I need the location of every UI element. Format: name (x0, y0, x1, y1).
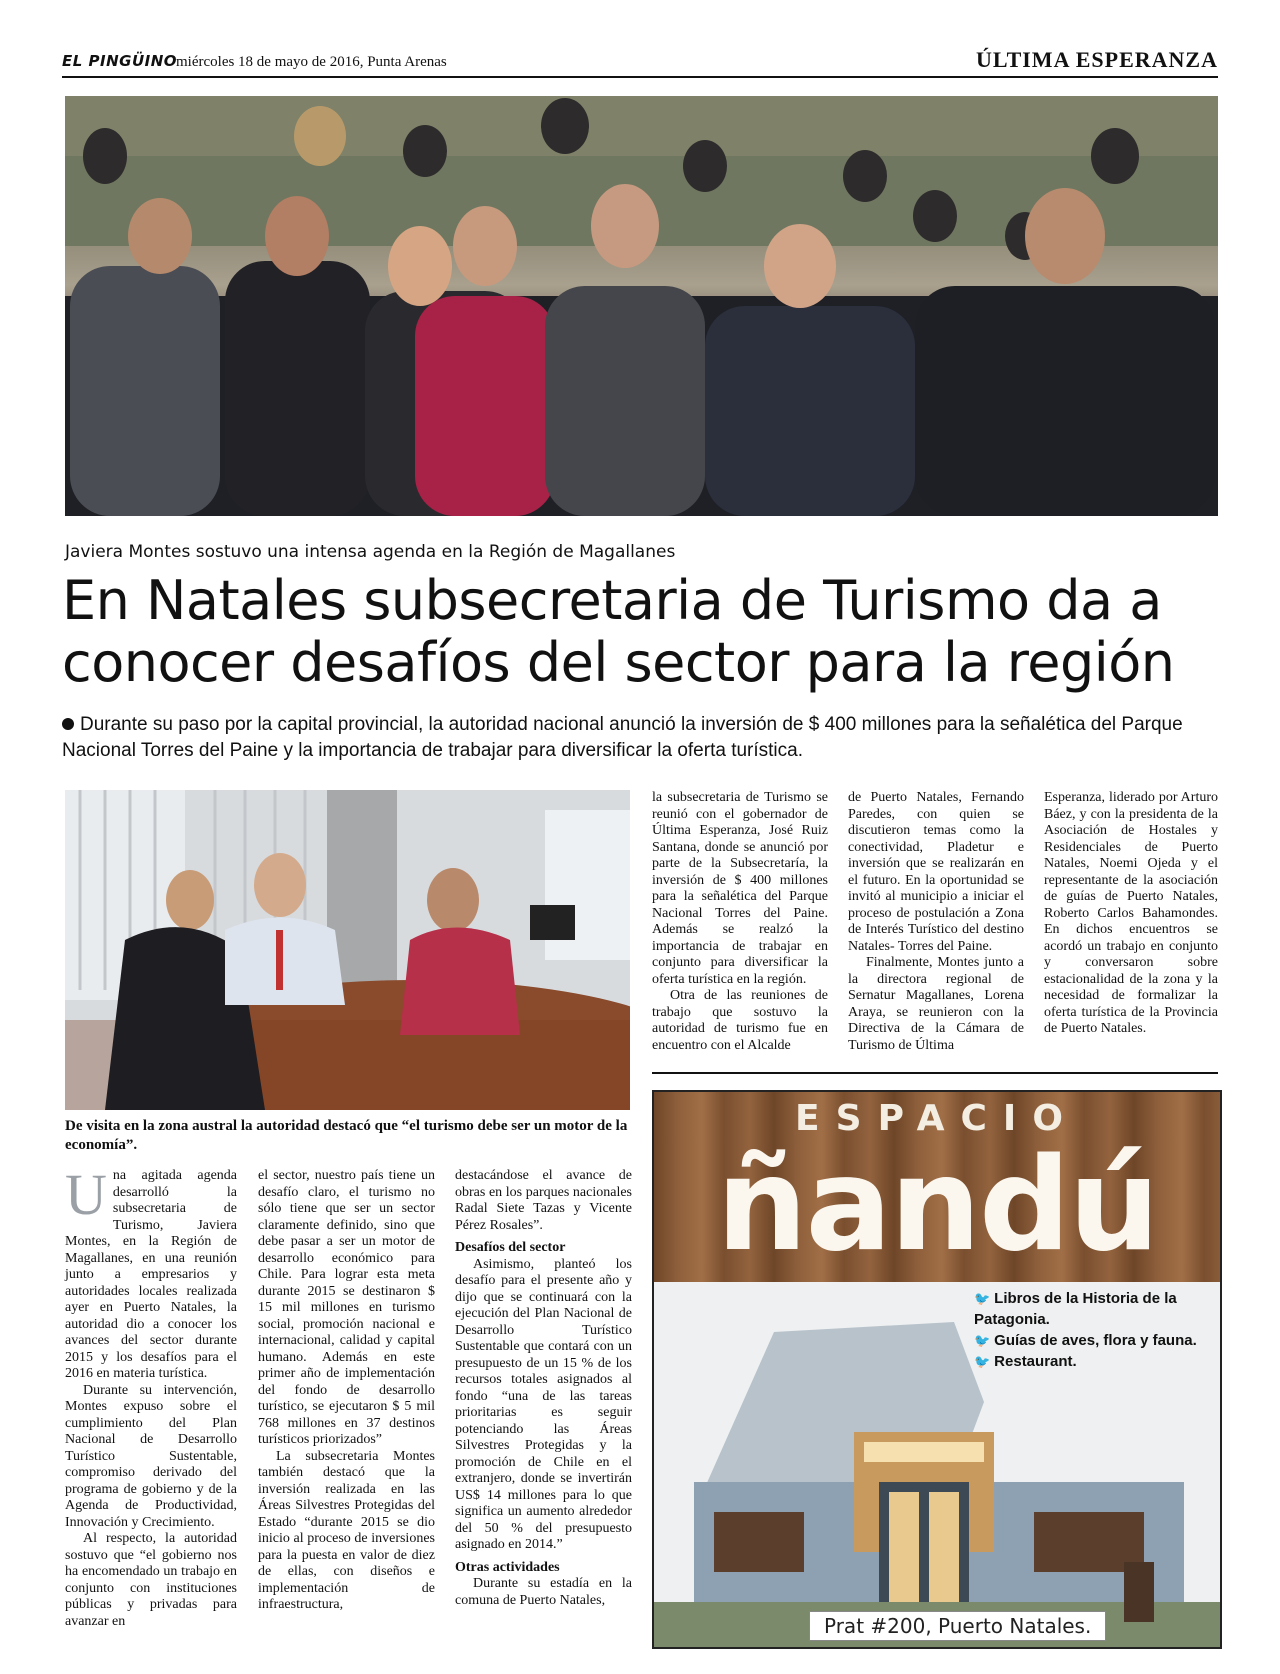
ad-top-word: ESPACIO (795, 1098, 1079, 1139)
ad-brand: ñandú (716, 1131, 1158, 1280)
col1-paragraph-2: Durante su intervención, Montes expuso sobre el cumplimiento del Plan Nacional de Desarrollo Turístico Sustentable, compromiso derivado del programa de gobierno y de la Agenda de Productividad, Innovación y Crecimiento. (65, 1382, 237, 1530)
subhead-desafios: Desafíos del sector (455, 1240, 566, 1255)
article-headline: En Natales subsecretaria de Turismo da a conocer desafíos del sector para la región (62, 569, 1175, 694)
body-column-3 (455, 1168, 632, 1609)
dropcap: U (65, 1162, 107, 1227)
col6-paragraph-1: Esperanza, liderado por Arturo Báez, y con la presidenta de la Asociación de Hostales y Residenciales de Puerto Natales, Noemi Ojeda y el representante de la asociación de guías de Puerto Natales, Roberto Carlos Bahamondes. En dichos encuentros se acordó un trabajo en conjunto y conversaron sobre estacionalidad de la zona y la necesidad de formalizar la oferta turística de la Provincia de Puerto Natales. (1044, 790, 1218, 1036)
body-column-2 (258, 1168, 435, 1614)
body-column-4 (652, 790, 828, 1054)
header-rule (62, 76, 1218, 78)
col4-paragraph-1: la subsecretaria de Turismo se reunió con el gobernador de Última Esperanza, José Ruiz Santana, donde se anunció por parte de la Subsecretaría, la inversión de $ 400 millones para la señalética del Parque Nacional Torres del Paine. Además se realzó la importancia de trabajar en conjunto para diversificar la oferta turística en la región. (652, 790, 828, 987)
ad-item-label: Libros de la Historia de la Patagonia. (974, 1290, 1177, 1328)
col1-paragraph-1: na agitada agenda desarrolló la subsecretaria de Turismo, Javiera Montes, en la Región de Magallanes, en una reunión junto a empresarios y autoridades locales realizada ayer en Puerto Natales, la autoridad dio a conocer los avances del sector durante 2015 y los desafíos para el 2016 en materia turística. (65, 1168, 237, 1381)
lead-text: Durante su paso por la capital provincial, la autoridad nacional anunció la inversión de $ 400 millones para la señalética del Parque Nacional Torres del Paine y la importancia de trabajar para diversificar la oferta turística. (62, 714, 1183, 761)
col4-paragraph-2: Otra de las reuniones de trabajo que sostuvo la autoridad de turismo fue en encuentro con el Alcalde (652, 988, 828, 1053)
ad-item-books (974, 1288, 1220, 1330)
col3-paragraph-2: Asimismo, planteó los desafío para el presente año y dijo que se continuará con la ejecución del Plan Nacional de Desarrollo Turístico Sustentable que contará con un presupuesto de un 15 % de los recursos totales asignados al fondo “una de las tareas prioritarias es seguir potenciando las Áreas Silvestres Protegidas y la promoción de Chile en el extranjero, donde se invertirán US$ 14 millones para lo que significa un aumento alrededor del 50 % del presupuesto asignado en 2014.” (455, 1256, 632, 1552)
col1-paragraph-3: Al respecto, la autoridad sostuvo que “el gobierno nos ha encomendado un trabajo en conjunto con instituciones públicas y privadas para avanzar en (65, 1531, 237, 1629)
meeting-photo (65, 790, 630, 1110)
ad-feature-list (974, 1288, 1220, 1372)
rhea-bird-icon: 🐦 (974, 1291, 991, 1306)
col5-paragraph-1: de Puerto Natales, Fernando Paredes, con quien se discutieron temas como la conectividad, Pladetur e inversión que se realizarán en el futuro. En la oportunidad se invitó al municipio a iniciar el proceso de postulación a Zona de Interés Turístico del destino Natales- Torres del Paine. (848, 790, 1024, 954)
ad-item-label: Restaurant. (994, 1353, 1077, 1370)
audience-photo-illustration (65, 96, 1218, 516)
bullet-icon (62, 718, 74, 730)
col2-paragraph-1: el sector, nuestro país tiene un desafío claro, el turismo no sólo tiene que ser un sector claramente definido, sino que debe pasar a ser un motor de desarrollo económico para Chile. Para lograr esta meta durante 2015 se destinaron $ 15 mil millones en turismo social, promoción nacional e internacional, calidad y capital humano. Además en este primer año de implementación del fondo de desarrollo turístico, se ejecutaron $ 5 mil 768 millones en 37 destinos turísticos priorizados” (258, 1168, 435, 1447)
ad-address: Prat #200, Puerto Natales. (809, 1611, 1106, 1641)
article-kicker: Javiera Montes sostuvo una intensa agenda en la Región de Magallanes (65, 542, 676, 562)
newspaper-logo: EL PINGÜINO (62, 52, 178, 70)
section-title: ÚLTIMA ESPERANZA (976, 47, 1218, 72)
main-photo (65, 96, 1218, 516)
rhea-bird-icon: 🐦 (974, 1333, 991, 1348)
body-column-5 (848, 790, 1024, 1054)
meeting-photo-illustration (65, 790, 630, 1110)
ad-item-guides (974, 1330, 1220, 1351)
ad-divider (652, 1072, 1218, 1074)
rhea-bird-icon: 🐦 (974, 1354, 991, 1369)
col3-paragraph-3: Durante su estadía en la comuna de Puerto Natales, (455, 1576, 632, 1608)
col5-paragraph-2: Finalmente, Montes junto a la directora regional de Sernatur Magallanes, Lorena Araya, se reunieron con la Directiva de la Cámara de Turismo de Última (848, 955, 1024, 1053)
article-lead (62, 712, 1222, 764)
col3-paragraph-1: destacándose el avance de obras en los parques nacionales Radal Siete Tazas y Vicente Pérez Rosales”. (455, 1168, 632, 1233)
body-column-1 (65, 1162, 237, 1630)
ad-item-restaurant (974, 1351, 1220, 1372)
date-line: miércoles 18 de mayo de 2016, Punta Arenas (176, 54, 447, 70)
col2-paragraph-2: La subsecretaria Montes también destacó que la inversión realizada en las Áreas Silvestres Protegidas del Estado “durante 2015 se dio inicio al proceso de inversiones para la puesta en valor de diez de ellas, con diseños e implementación de infraestructura, (258, 1448, 435, 1612)
ad-item-label: Guías de aves, flora y fauna. (994, 1332, 1197, 1349)
espacio-nandu-ad (652, 1090, 1222, 1649)
subhead-otras-actividades: Otras actividades (455, 1559, 560, 1575)
photo-caption: De visita en la zona austral la autoridad destacó que “el turismo debe ser un motor de la economía”. (65, 1118, 628, 1153)
body-column-6 (1044, 790, 1218, 1038)
